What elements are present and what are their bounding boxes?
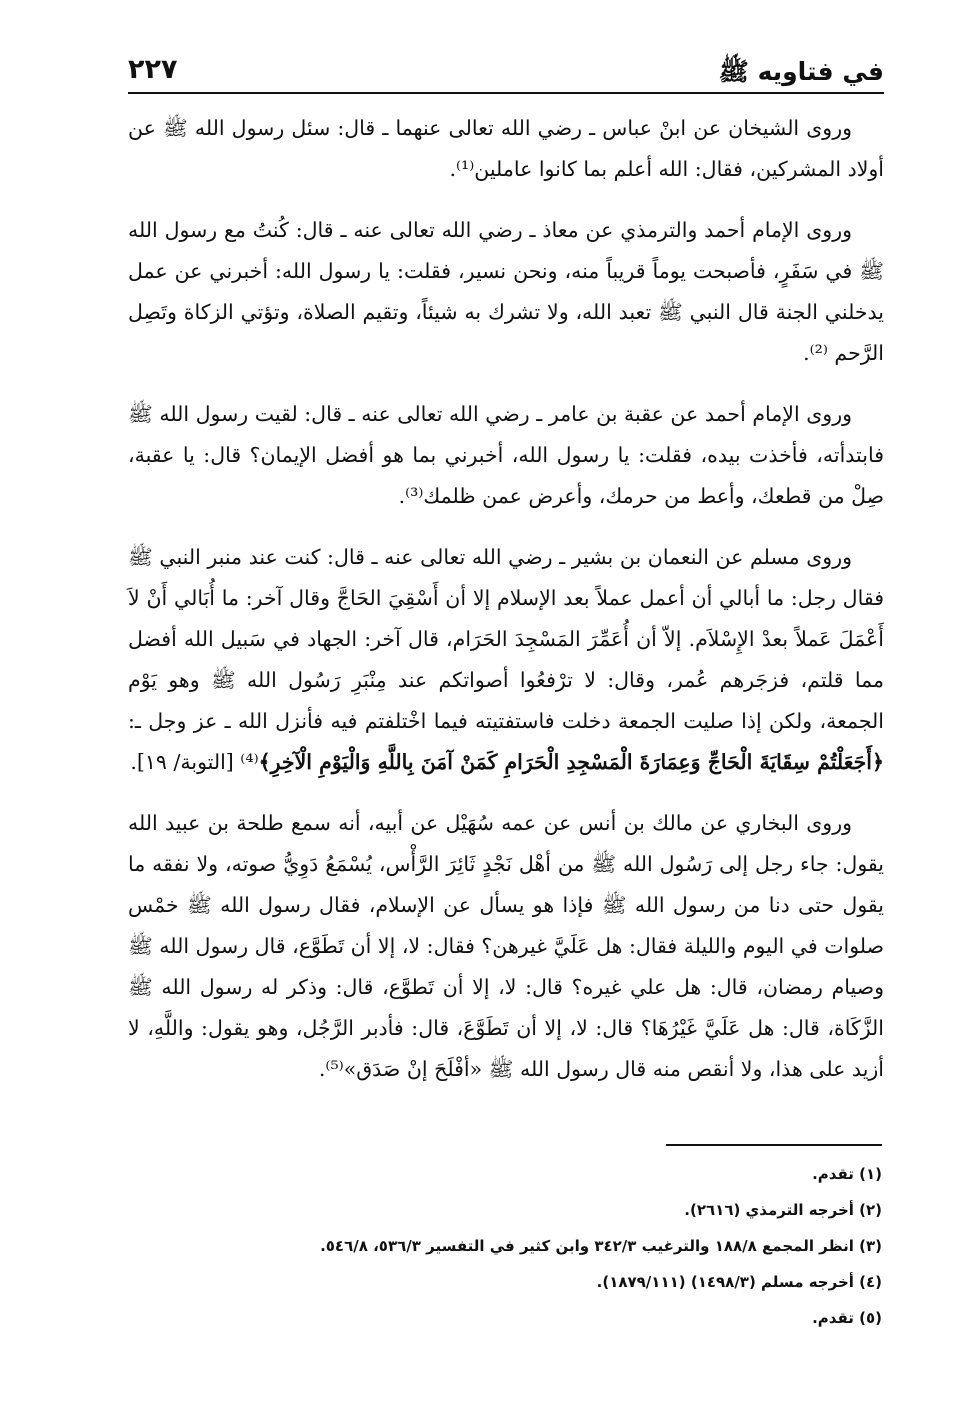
- quran-verse: ﴿أَجَعَلْتُمْ سِقَايَةَ الْحَاجِّ وَعِمَارَةَ الْمَسْجِدِ الْحَرَامِ كَمَنْ آمَنَ بِاللَّهِ وَالْيَوْمِ الْآخِرِ﴾: [258, 750, 884, 774]
- paragraph-2: وروى الإمام أحمد والترمذي عن معاذ ـ رضي الله تعالى عنه ـ قال: كُنتُ مع رسول الله ﷺ في سَفَرٍ، فأصبحت يوماً قريباً منه، ونحن نسير، فقلت: يا رسول الله: أخبرني عن عمل يدخلني الجنة قال النبي ﷺ تعبد الله، ولا تشرك به شيئاً، وتقيم الصلاة، وتؤتي الزكاة وتَصِل الرَّحم ⁽²⁾.: [128, 218, 884, 365]
- paragraph-4-text: وروى مسلم عن النعمان بن بشير ـ رضي الله تعالى عنه ـ قال: كنت عند منبر النبي ﷺ فقال رجل: ما أبالي أن أعمل عملاً بعد الإسلام إلا أن أَسْقِيَ الحَاجَّ وقال آخر: ما أُبَالي أَنْ لاَ أَعْمَلَ عَملاً بعدْ الإِسْلاَم. إلاّ أن أُعَمِّرَ المَسْجِدَ الحَرَام، قال آخر: الجهاد في سَبيل الله أفضل مما قلتم، فزجَرهم عُمر، وقال: لا ترْفعُوا أصواتكم عند مِنْبَرِ رَسُول الله ﷺ وهو يَوْم الجمعة، ولكن إذا صليت الجمعة دخلت فاستفتيته فيما اخْتلفتم فيه فأنزل الله ـ عز وجل ـ:: [128, 545, 884, 733]
- page-number: ٢٢٧: [128, 54, 178, 85]
- page-header: [128, 50, 884, 94]
- footnote-separator: [666, 1144, 882, 1146]
- paragraph-3: وروى الإمام أحمد عن عقبة بن عامر ـ رضي الله تعالى عنه ـ قال: لقيت رسول الله ﷺ فابتدأته، فأخذت بيده، فقلت: يا رسول الله، أخبرني بما هو أفضل الإيمان؟ قال: يا عقبة، صِلْ من قطعك، وأعط من حرمك، وأعرض عمن ظلمك⁽³⁾.: [128, 402, 884, 508]
- footnote-4: (٤) أخرجه مسلم (١٤٩٨/٣) (١٨٧٩/١١١).: [596, 1273, 882, 1291]
- footnotes: [300, 1156, 882, 1336]
- paragraph-1: وروى الشيخان عن ابنْ عباس ـ رضي الله تعالى عنهما ـ قال: سئل رسول الله ﷺ عن أولاد المشركين، فقال: الله أعلم بما كانوا عاملين⁽¹⁾.: [128, 116, 884, 181]
- paragraph-5: وروى البخاري عن مالك بن أنس عن عمه سُهَيْل عن أبيه، أنه سمع طلحة بن عبيد الله يقول: جاء رجل إلى رَسُول الله ﷺ من أهْل نَجْدٍ ثَائِرَ الرَّأْس، يُسْمَعُ دَوِيُّ صوته، ولا نفقه ما يقول حتى دنا من رسول الله ﷺ فإذا هو يسأل عن الإسلام، فقال رسول الله ﷺ خمْس صلوات في اليوم والليلة فقال: هل عَلَيَّ غيرهن؟ فقال: لا، إلا أن تَطَوَّع، قال رسول الله ﷺ وصيام رمضان، قال: هل علي غيره؟ قال: لا، إلا أن تَطوَّع، قال: وذكر له رسول الله ﷺ الزَّكَاة، قال: هل عَلَيَّ غَيْرُهَا؟ قال: لا، إلا أن تَطَوَّعَ، قال: فأدبر الرَّجُل، وهو يقول: واللَّهِ، لا أزيد على هذا، ولا أنقص منه قال رسول الله ﷺ «أفْلَحَ إنْ صَدَق»⁽⁵⁾.: [128, 811, 884, 1081]
- footnote-1: (١) تقدم.: [812, 1165, 882, 1183]
- paragraph-4: [128, 537, 884, 783]
- footnote-3: (٣) انظر المجمع ١٨٨/٨ والترغيب ٣٤٢/٣ وابن كثير في التفسير ٥٣٦/٣، ٥٤٦/٨.: [320, 1237, 882, 1255]
- main-text: [128, 108, 884, 1090]
- footnote-5: (٥) تقدم.: [812, 1309, 882, 1327]
- paragraph-4-citation: ⁽⁴⁾ [التوبة/ ١٩].: [130, 750, 259, 774]
- running-title: في فتاويه ﷺ: [718, 57, 884, 86]
- footnote-2: (٢) أخرجه الترمذي (٢٦١٦).: [684, 1201, 882, 1219]
